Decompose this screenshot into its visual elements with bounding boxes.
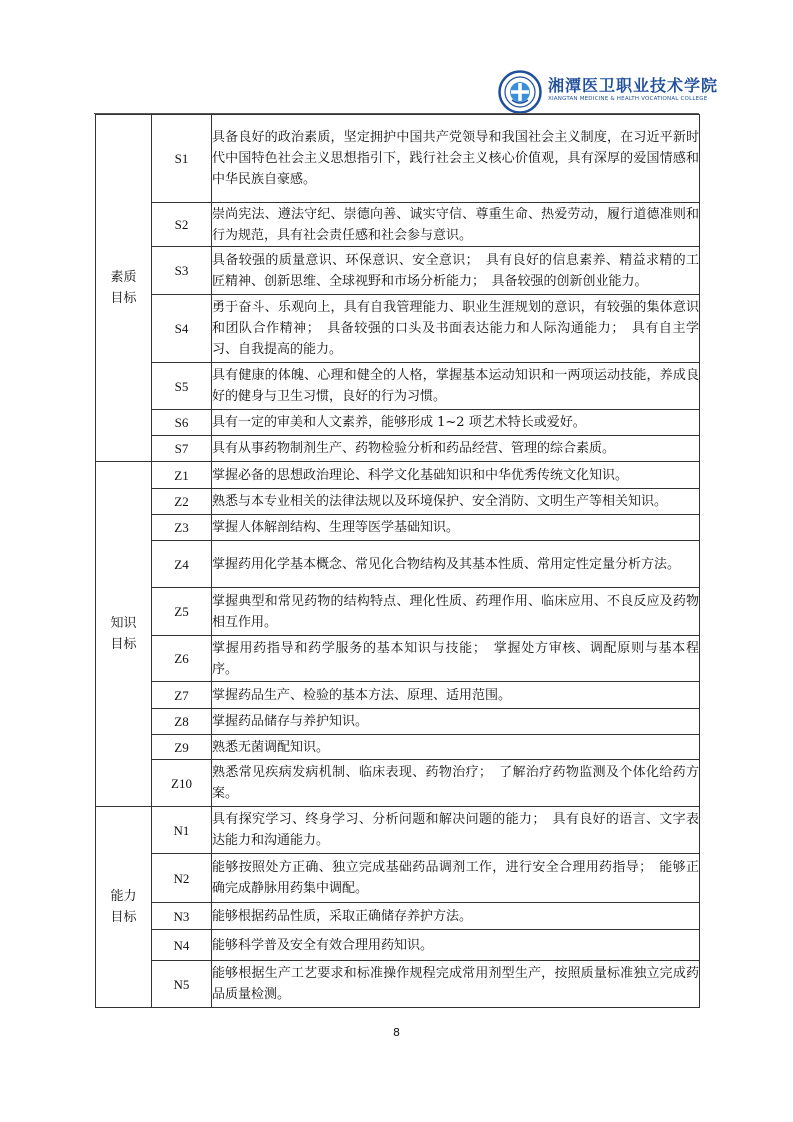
objective-description: 掌握药用化学基本概念、常见化合物结构及其基本性质、常用定性定量分析方法。 [212,541,700,588]
objective-description: 熟悉与本专业相关的法律法规以及环境保护、安全消防、文明生产等相关知识。 [212,489,700,515]
objective-code: N4 [152,930,212,961]
objective-description: 勇于奋斗、乐观向上，具有自我管理能力、职业生涯规划的意识，有较强的集体意识和团队合作精神； 具备较强的口头及书面表达能力和人际沟通能力； 具有自主学习、自我提高的能力。 [212,295,700,363]
table-row [96,410,700,436]
objective-code: S5 [152,363,212,410]
category-label-line: 知识 [110,616,137,631]
category-knowledge [96,462,152,807]
objective-code: N2 [152,854,212,903]
objective-code: S2 [152,203,212,247]
table-row [96,247,700,295]
objective-code: Z1 [152,462,212,489]
table-row [96,363,700,410]
category-label-line: 素质 [110,270,137,285]
objective-code: Z7 [152,682,212,709]
objective-code: Z8 [152,709,212,735]
objective-code: N3 [152,903,212,930]
objective-description: 崇尚宪法、遵法守纪、崇德向善、诚实守信、尊重生命、热爱劳动，履行道德准则和行为规范，具有社会责任感和社会参与意识。 [212,203,700,247]
table-row [96,903,700,930]
objective-code: S3 [152,247,212,295]
table-row [96,709,700,735]
objective-description: 具有一定的审美和人文素养，能够形成 1~2 项艺术特长或爱好。 [212,410,700,436]
objective-description: 具有从事药物制剂生产、药物检验分析和药品经营、管理的综合素质。 [212,436,700,462]
page-number: 8 [393,1026,400,1039]
objective-code: Z2 [152,489,212,515]
objective-code: S7 [152,436,212,462]
table-row [96,203,700,247]
objective-code: S4 [152,295,212,363]
school-name-english: XIANGTAN MEDICINE & HEALTH VOCATIONAL COLLEGE [548,96,708,102]
objectives-table-body [96,115,700,1008]
table-row [96,462,700,489]
table-row [96,682,700,709]
table-row [96,735,700,760]
objective-description: 掌握用药指导和药学服务的基本知识与技能； 掌握处方审核、调配原则与基本程序。 [212,636,700,682]
objective-description: 掌握药品储存与养护知识。 [212,709,700,735]
table-row [96,541,700,588]
objective-description: 熟悉无菌调配知识。 [212,735,700,760]
objective-code: Z10 [152,760,212,807]
objective-description: 掌握必备的思想政治理论、科学文化基础知识和中华优秀传统文化知识。 [212,462,700,489]
table-row [96,436,700,462]
objectives-table [95,114,700,1008]
objective-code: Z6 [152,636,212,682]
category-label-line: 目标 [110,291,137,306]
table-row [96,489,700,515]
table-row [96,930,700,961]
table-row [96,636,700,682]
table-row [96,295,700,363]
category-ability [96,807,152,1008]
category-quality [96,115,152,462]
school-emblem-icon [498,70,542,114]
objective-description: 掌握药品生产、检验的基本方法、原理、适用范围。 [212,682,700,709]
objective-code: S6 [152,410,212,436]
school-logo [498,70,719,114]
table-row [96,807,700,854]
objective-code: Z5 [152,588,212,636]
objective-description: 能够科学普及安全有效合理用药知识。 [212,930,700,961]
objective-description: 掌握典型和常见药物的结构特点、理化性质、药理作用、临床应用、不良反应及药物相互作用。 [212,588,700,636]
table-row [96,854,700,903]
school-name: 湘潭医卫职业技术学院 [548,76,719,95]
category-label-line: 目标 [110,637,137,652]
objective-code: N1 [152,807,212,854]
objective-description: 具备较强的质量意识、环保意识、安全意识； 具有良好的信息素养、精益求精的工匠精神、创新思维、全球视野和市场分析能力； 具备较强的创新创业能力。 [212,247,700,295]
objective-description: 具有健康的体魄、心理和健全的人格，掌握基本运动知识和一两项运动技能，养成良好的健身与卫生习惯，良好的行为习惯。 [212,363,700,410]
objective-description: 具有探究学习、终身学习、分析问题和解决问题的能力； 具有良好的语言、文字表达能力和沟通能力。 [212,807,700,854]
table-row [96,760,700,807]
objective-description: 能够根据生产工艺要求和标准操作规程完成常用剂型生产，按照质量标准独立完成药品质量检测。 [212,961,700,1008]
table-row [96,115,700,203]
objective-code: Z9 [152,735,212,760]
category-label-line: 能力 [110,889,137,904]
table-row [96,588,700,636]
objective-code: Z4 [152,541,212,588]
objective-code: Z3 [152,515,212,541]
objective-description: 能够根据药品性质，采取正确储存养护方法。 [212,903,700,930]
objective-code: N5 [152,961,212,1008]
objective-description: 熟悉常见疾病发病机制、临床表现、药物治疗； 了解治疗药物监测及个体化给药方案。 [212,760,700,807]
objective-description: 能够按照处方正确、独立完成基础药品调剂工作，进行安全合理用药指导； 能够正确完成静脉用药集中调配。 [212,854,700,903]
table-row [96,961,700,1008]
objective-description: 掌握人体解剖结构、生理等医学基础知识。 [212,515,700,541]
objective-code: S1 [152,115,212,203]
category-label-line: 目标 [110,910,137,925]
objective-description: 具备良好的政治素质，坚定拥护中国共产党领导和我国社会主义制度，在习近平新时代中国特色社会主义思想指引下，践行社会主义核心价值观，具有深厚的爱国情感和中华民族自豪感。 [212,115,700,203]
table-row [96,515,700,541]
